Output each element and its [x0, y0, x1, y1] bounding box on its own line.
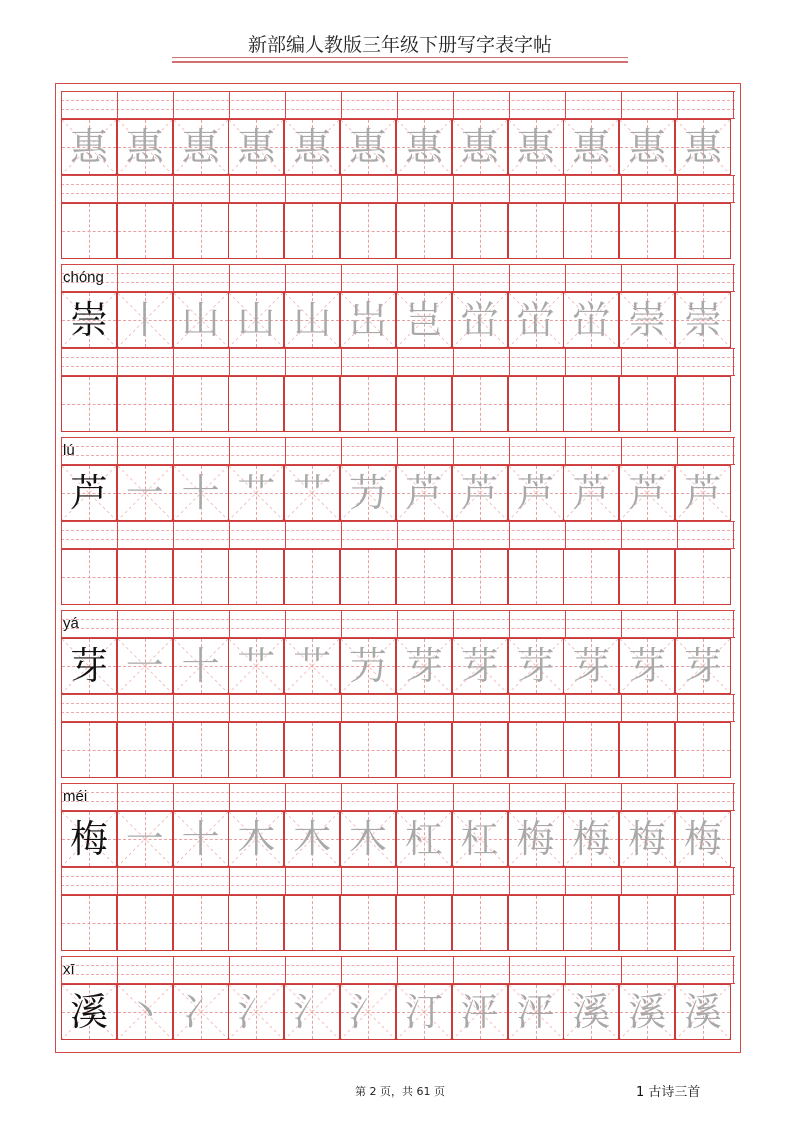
blank-cell	[619, 203, 675, 259]
practice-cell	[452, 638, 508, 694]
practice-cell	[61, 119, 117, 175]
practice-cell	[61, 984, 117, 1040]
practice-cell	[173, 811, 229, 867]
blank-cell	[61, 203, 117, 259]
practice-cell	[619, 119, 675, 175]
stroke-step-character: 艹	[237, 644, 276, 688]
blank-writing-row	[61, 895, 735, 951]
stroke-step-character: 芦	[572, 471, 611, 515]
practice-cell	[61, 638, 117, 694]
blank-cell	[340, 895, 396, 951]
blank-cell	[173, 203, 229, 259]
blank-cell	[340, 376, 396, 432]
practice-cell	[117, 465, 173, 521]
blank-cell	[117, 895, 173, 951]
blank-cell	[340, 722, 396, 778]
character-row	[61, 437, 735, 610]
blank-cell	[675, 203, 731, 259]
stroke-step-character: 木	[237, 817, 276, 861]
blank-cell	[675, 376, 731, 432]
blank-cell	[173, 722, 229, 778]
practice-cell	[619, 811, 675, 867]
practice-cell	[284, 119, 340, 175]
stroke-step-character: 溪	[683, 990, 722, 1034]
practice-cell	[675, 119, 731, 175]
stroke-step-character: 杠	[404, 817, 443, 861]
blank-cell	[452, 203, 508, 259]
pinyin-band	[61, 867, 735, 895]
model-character: 溪	[69, 990, 108, 1034]
practice-cell	[340, 292, 396, 348]
trace-character: 惠	[237, 125, 276, 169]
character-row	[61, 783, 735, 956]
practice-cell	[117, 811, 173, 867]
blank-cell	[563, 722, 619, 778]
blank-cell	[61, 376, 117, 432]
practice-cell	[284, 984, 340, 1040]
blank-cell	[619, 722, 675, 778]
stroke-step-character: 岂	[404, 298, 443, 342]
blank-cell	[228, 722, 284, 778]
stroke-step-character: 泙	[516, 990, 555, 1034]
stroke-step-character: 芽	[404, 644, 443, 688]
practice-cell	[340, 811, 396, 867]
stroke-step-character: 氵	[237, 990, 276, 1034]
pinyin-label: méi	[63, 788, 88, 805]
pinyin-band	[61, 175, 735, 203]
pinyin-band	[61, 348, 735, 376]
stroke-step-character: 木	[293, 817, 332, 861]
practice-cell	[563, 119, 619, 175]
blank-cell	[452, 895, 508, 951]
practice-cell	[228, 292, 284, 348]
stroke-step-character: 岀	[349, 298, 388, 342]
blank-cell	[61, 895, 117, 951]
blank-cell	[619, 376, 675, 432]
blank-cell	[228, 549, 284, 605]
trace-character: 惠	[293, 125, 332, 169]
stroke-step-character: 一	[125, 471, 164, 515]
blank-cell	[675, 549, 731, 605]
practice-cell	[396, 811, 452, 867]
stroke-step-character: 泙	[460, 990, 499, 1034]
practice-grid	[61, 91, 735, 1106]
stroke-step-character: 杠	[460, 817, 499, 861]
stroke-step-character: 峃	[572, 298, 611, 342]
lesson-title: 1 古诗三首	[636, 1085, 701, 1100]
pinyin-label: chóng	[63, 269, 104, 286]
pinyin-band	[61, 783, 735, 811]
practice-cell	[508, 811, 564, 867]
pinyin-band	[61, 610, 735, 638]
practice-cell	[675, 811, 731, 867]
character-row	[61, 91, 735, 264]
stroke-step-character: 山	[237, 298, 276, 342]
practice-cell	[563, 638, 619, 694]
stroke-step-character: 木	[349, 817, 388, 861]
practice-cell	[228, 984, 284, 1040]
practice-cell	[173, 465, 229, 521]
practice-cell	[61, 292, 117, 348]
trace-character: 惠	[628, 125, 667, 169]
practice-cell	[396, 984, 452, 1040]
pinyin-band	[61, 437, 735, 465]
stroke-step-character: 艹	[293, 644, 332, 688]
practice-cell	[563, 984, 619, 1040]
stroke-step-character: 芦	[628, 471, 667, 515]
practice-cell	[117, 292, 173, 348]
blank-cell	[563, 376, 619, 432]
tracing-row	[61, 638, 735, 694]
blank-cell	[452, 376, 508, 432]
practice-cell	[284, 811, 340, 867]
stroke-step-character: 芦	[404, 471, 443, 515]
blank-cell	[508, 376, 564, 432]
trace-character: 惠	[516, 125, 555, 169]
blank-cell	[452, 549, 508, 605]
practice-cell	[508, 465, 564, 521]
practice-cell	[452, 119, 508, 175]
stroke-step-character: 山	[181, 298, 220, 342]
practice-cell	[452, 292, 508, 348]
blank-cell	[173, 895, 229, 951]
tracing-row	[61, 119, 735, 175]
stroke-step-character: 芽	[572, 644, 611, 688]
blank-cell	[508, 722, 564, 778]
stroke-step-character: 梅	[516, 817, 555, 861]
stroke-step-character: 丶	[125, 990, 164, 1034]
stroke-step-character: 丨	[125, 298, 164, 342]
pinyin-label: lú	[63, 442, 75, 459]
stroke-step-character: 芀	[349, 471, 388, 515]
practice-cell	[452, 984, 508, 1040]
practice-cell	[396, 292, 452, 348]
pinyin-band	[61, 694, 735, 722]
practice-cell	[61, 465, 117, 521]
practice-cell	[396, 465, 452, 521]
tracing-row	[61, 811, 735, 867]
blank-cell	[117, 376, 173, 432]
blank-cell	[284, 203, 340, 259]
practice-cell	[396, 119, 452, 175]
model-character: 芽	[69, 644, 108, 688]
pinyin-band	[61, 91, 735, 119]
blank-cell	[396, 549, 452, 605]
blank-cell	[61, 549, 117, 605]
stroke-step-character: 冫	[181, 990, 220, 1034]
blank-cell	[228, 895, 284, 951]
blank-cell	[508, 203, 564, 259]
stroke-step-character: 一	[125, 644, 164, 688]
practice-cell	[619, 984, 675, 1040]
blank-cell	[452, 722, 508, 778]
title-underline-thick	[172, 61, 628, 63]
stroke-step-character: 芽	[683, 644, 722, 688]
practice-cell	[340, 638, 396, 694]
pinyin-band	[61, 521, 735, 549]
tracing-row	[61, 984, 735, 1040]
blank-cell	[284, 722, 340, 778]
practice-cell	[675, 292, 731, 348]
trace-character: 惠	[683, 125, 722, 169]
blank-cell	[396, 722, 452, 778]
stroke-step-character: 峃	[460, 298, 499, 342]
blank-writing-row	[61, 203, 735, 259]
trace-character: 惠	[404, 125, 443, 169]
stroke-step-character: 芽	[460, 644, 499, 688]
blank-cell	[396, 203, 452, 259]
blank-cell	[619, 549, 675, 605]
stroke-step-character: 崇	[628, 298, 667, 342]
stroke-step-character: 氵	[293, 990, 332, 1034]
blank-cell	[563, 203, 619, 259]
stroke-step-character: 芀	[349, 644, 388, 688]
model-character: 崇	[69, 298, 108, 342]
practice-cell	[563, 292, 619, 348]
tracing-row	[61, 465, 735, 521]
stroke-step-character: 崇	[683, 298, 722, 342]
practice-cell	[452, 811, 508, 867]
stroke-step-character: 梅	[628, 817, 667, 861]
practice-cell	[228, 811, 284, 867]
trace-character: 惠	[69, 125, 108, 169]
trace-character: 惠	[125, 125, 164, 169]
practice-cell	[173, 292, 229, 348]
blank-cell	[340, 203, 396, 259]
stroke-step-character: 芦	[516, 471, 555, 515]
character-row	[61, 610, 735, 783]
trace-character: 惠	[460, 125, 499, 169]
blank-cell	[228, 376, 284, 432]
stroke-step-character: 峃	[516, 298, 555, 342]
blank-cell	[340, 549, 396, 605]
blank-cell	[173, 549, 229, 605]
stroke-step-character: 梅	[572, 817, 611, 861]
practice-cell	[508, 984, 564, 1040]
stroke-step-character: 十	[181, 644, 220, 688]
stroke-step-character: 汀	[404, 990, 443, 1034]
blank-cell	[619, 895, 675, 951]
pinyin-label: xī	[63, 961, 75, 978]
blank-writing-row	[61, 549, 735, 605]
stroke-step-character: 艹	[293, 471, 332, 515]
stroke-step-character: 艹	[237, 471, 276, 515]
practice-cell	[228, 465, 284, 521]
stroke-step-character: 芦	[460, 471, 499, 515]
title-underline	[172, 57, 628, 58]
page-number: 第 2 页，共 61 页	[355, 1085, 445, 1098]
practice-cell	[117, 984, 173, 1040]
practice-cell	[173, 638, 229, 694]
blank-cell	[508, 549, 564, 605]
practice-cell	[340, 119, 396, 175]
blank-cell	[173, 376, 229, 432]
practice-cell	[117, 119, 173, 175]
practice-cell	[619, 465, 675, 521]
pinyin-band	[61, 264, 735, 292]
page-title: 新部编人教版三年级下册写字表字帖	[247, 34, 552, 56]
tracing-row	[61, 292, 735, 348]
blank-cell	[396, 895, 452, 951]
practice-cell	[452, 465, 508, 521]
practice-cell	[675, 984, 731, 1040]
practice-cell	[508, 292, 564, 348]
practice-cell	[284, 292, 340, 348]
practice-cell	[396, 638, 452, 694]
stroke-step-character: 溪	[628, 990, 667, 1034]
practice-cell	[284, 465, 340, 521]
blank-cell	[675, 722, 731, 778]
practice-cell	[284, 638, 340, 694]
model-character: 梅	[69, 817, 108, 861]
pinyin-label: yá	[63, 615, 79, 632]
model-character: 芦	[69, 471, 108, 515]
practice-cell	[675, 465, 731, 521]
stroke-step-character: 山	[293, 298, 332, 342]
blank-cell	[396, 376, 452, 432]
practice-cell	[173, 984, 229, 1040]
blank-cell	[117, 722, 173, 778]
blank-cell	[117, 549, 173, 605]
blank-cell	[284, 895, 340, 951]
stroke-step-character: 十	[181, 471, 220, 515]
practice-cell	[340, 465, 396, 521]
practice-cell	[228, 119, 284, 175]
stroke-step-character: 芽	[628, 644, 667, 688]
practice-cell	[173, 119, 229, 175]
practice-cell	[228, 638, 284, 694]
practice-cell	[508, 119, 564, 175]
stroke-step-character: 一	[125, 817, 164, 861]
practice-cell	[508, 638, 564, 694]
practice-cell	[675, 638, 731, 694]
blank-cell	[117, 203, 173, 259]
blank-writing-row	[61, 722, 735, 778]
stroke-step-character: 氵	[349, 990, 388, 1034]
practice-cell	[619, 292, 675, 348]
stroke-step-character: 溪	[572, 990, 611, 1034]
trace-character: 惠	[349, 125, 388, 169]
blank-cell	[228, 203, 284, 259]
character-row	[61, 264, 735, 437]
practice-cell	[563, 465, 619, 521]
blank-cell	[508, 895, 564, 951]
stroke-step-character: 十	[181, 817, 220, 861]
stroke-step-character: 芽	[516, 644, 555, 688]
trace-character: 惠	[572, 125, 611, 169]
blank-cell	[61, 722, 117, 778]
blank-cell	[675, 895, 731, 951]
blank-cell	[563, 549, 619, 605]
practice-cell	[619, 638, 675, 694]
practice-cell	[117, 638, 173, 694]
practice-cell	[61, 811, 117, 867]
blank-writing-row	[61, 376, 735, 432]
blank-cell	[284, 376, 340, 432]
practice-cell	[563, 811, 619, 867]
blank-cell	[284, 549, 340, 605]
stroke-step-character: 芦	[683, 471, 722, 515]
trace-character: 惠	[181, 125, 220, 169]
blank-cell	[563, 895, 619, 951]
stroke-step-character: 梅	[683, 817, 722, 861]
practice-cell	[340, 984, 396, 1040]
pinyin-band	[61, 956, 735, 984]
